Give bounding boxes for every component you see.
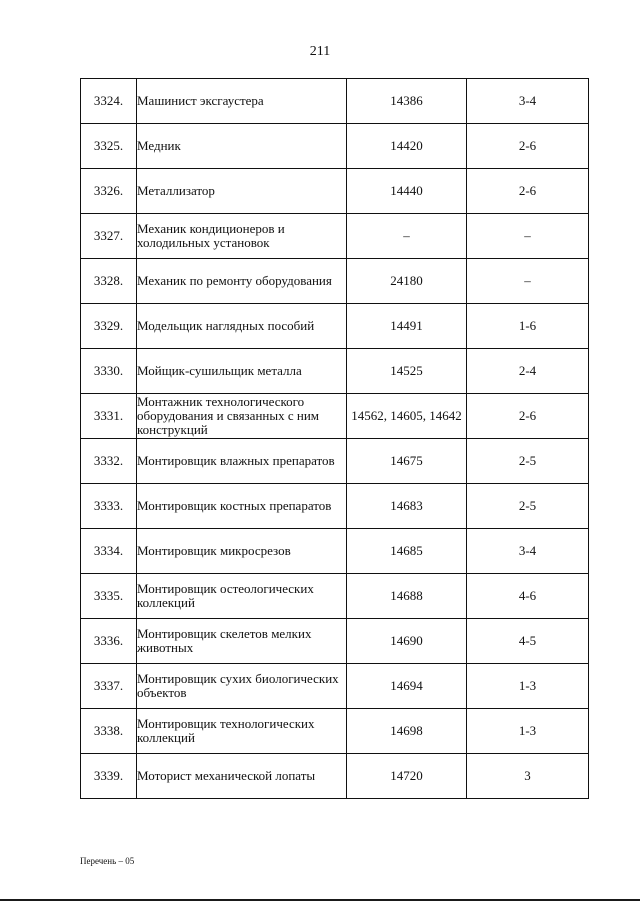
table-row	[81, 259, 589, 304]
row-number: 3333.	[81, 484, 137, 529]
table-row	[81, 169, 589, 214]
table-row	[81, 484, 589, 529]
occupation-code: 14698	[347, 709, 467, 754]
occupation-name: Модельщик наглядных пособий	[137, 304, 347, 349]
occupation-code: 14685	[347, 529, 467, 574]
table-row	[81, 709, 589, 754]
occupation-code: 14675	[347, 439, 467, 484]
table-row	[81, 439, 589, 484]
grade-range: 1-6	[467, 304, 589, 349]
occupation-name: Мойщик-сушильщик металла	[137, 349, 347, 394]
occupation-code: 14690	[347, 619, 467, 664]
grade-range: –	[467, 259, 589, 304]
occupation-name: Монтировщик влажных препаратов	[137, 439, 347, 484]
occupation-code: 14688	[347, 574, 467, 619]
table-row	[81, 79, 589, 124]
occupation-name: Механик кондиционеров и холодильных установок	[137, 214, 347, 259]
table-row	[81, 214, 589, 259]
row-number: 3332.	[81, 439, 137, 484]
row-number: 3328.	[81, 259, 137, 304]
occupation-name: Медник	[137, 124, 347, 169]
row-number: 3338.	[81, 709, 137, 754]
occupation-code: 14440	[347, 169, 467, 214]
table-row	[81, 394, 589, 439]
grade-range: 4-6	[467, 574, 589, 619]
table-row	[81, 619, 589, 664]
row-number: 3326.	[81, 169, 137, 214]
row-number: 3331.	[81, 394, 137, 439]
occupation-code: 14420	[347, 124, 467, 169]
occupations-table	[80, 78, 589, 799]
footer-note: Перечень – 05	[80, 856, 135, 866]
row-number: 3330.	[81, 349, 137, 394]
table-row	[81, 124, 589, 169]
occupation-code: 14683	[347, 484, 467, 529]
grade-range: 2-5	[467, 439, 589, 484]
grade-range: 2-4	[467, 349, 589, 394]
occupation-name: Монтажник технологического оборудования и связанных с ним конструкций	[137, 394, 347, 439]
occupation-name: Монтировщик скелетов мелких животных	[137, 619, 347, 664]
page-number: 211	[309, 44, 331, 59]
occupation-code: 24180	[347, 259, 467, 304]
occupation-code: –	[347, 214, 467, 259]
row-number: 3336.	[81, 619, 137, 664]
occupation-code: 14720	[347, 754, 467, 799]
occupation-name: Монтировщик технологических коллекций	[137, 709, 347, 754]
row-number: 3327.	[81, 214, 137, 259]
row-number: 3325.	[81, 124, 137, 169]
occupation-name: Металлизатор	[137, 169, 347, 214]
grade-range: 1-3	[467, 664, 589, 709]
grade-range: 3-4	[467, 79, 589, 124]
table-row	[81, 349, 589, 394]
grade-range: –	[467, 214, 589, 259]
row-number: 3334.	[81, 529, 137, 574]
grade-range: 3-4	[467, 529, 589, 574]
occupation-code: 14562, 14605, 14642	[347, 394, 467, 439]
scan-edge-line	[0, 899, 640, 901]
table-row	[81, 529, 589, 574]
row-number: 3324.	[81, 79, 137, 124]
occupation-code: 14694	[347, 664, 467, 709]
grade-range: 3	[467, 754, 589, 799]
occupations-table-body	[81, 79, 589, 799]
occupation-name: Монтировщик микросрезов	[137, 529, 347, 574]
occupation-name: Машинист эксгаустера	[137, 79, 347, 124]
row-number: 3337.	[81, 664, 137, 709]
table-row	[81, 574, 589, 619]
grade-range: 1-3	[467, 709, 589, 754]
table-row	[81, 664, 589, 709]
occupation-name: Моторист механической лопаты	[137, 754, 347, 799]
grade-range: 2-6	[467, 124, 589, 169]
occupation-code: 14491	[347, 304, 467, 349]
table-row	[81, 304, 589, 349]
grade-range: 2-6	[467, 169, 589, 214]
occupation-name: Монтировщик костных препаратов	[137, 484, 347, 529]
row-number: 3329.	[81, 304, 137, 349]
occupation-name: Монтировщик остеологических коллекций	[137, 574, 347, 619]
occupation-name: Монтировщик сухих биологических объектов	[137, 664, 347, 709]
occupation-code: 14525	[347, 349, 467, 394]
occupation-code: 14386	[347, 79, 467, 124]
occupation-name: Механик по ремонту оборудования	[137, 259, 347, 304]
grade-range: 2-6	[467, 394, 589, 439]
grade-range: 2-5	[467, 484, 589, 529]
row-number: 3335.	[81, 574, 137, 619]
table-row	[81, 754, 589, 799]
row-number: 3339.	[81, 754, 137, 799]
grade-range: 4-5	[467, 619, 589, 664]
